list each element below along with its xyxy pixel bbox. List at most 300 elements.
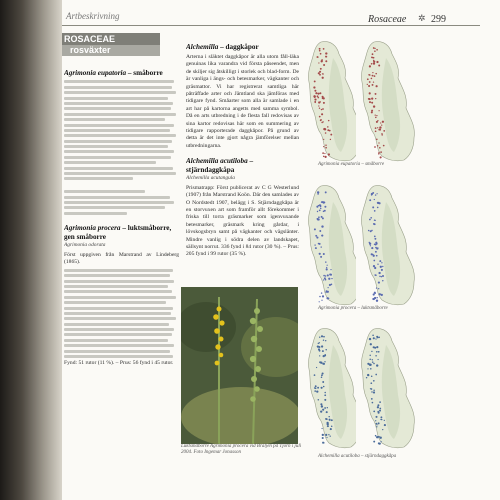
occurrence-dot (326, 411, 328, 413)
occurrence-dot (325, 60, 327, 62)
photo-caption: Luktsmåborre Agrimonia procera vid Bräljen på Tjörn i juli 2004. Foto Ingemar Jonasson (181, 444, 302, 455)
occurrence-dot (325, 52, 327, 54)
occurrence-dot (323, 73, 324, 74)
occurrence-dot (376, 287, 377, 288)
occurrence-dot (371, 253, 373, 255)
distribution-map (356, 38, 418, 163)
occurrence-dot (383, 130, 385, 132)
occurrence-dot (375, 435, 377, 437)
occurrence-dot (373, 57, 374, 58)
occurrence-dot (375, 244, 377, 246)
species-text: Arterna i släktet daggkåpor är alla utom fåll-läka genuinas lika varandra vid första påseendet, men de skiljer sig åtskilligt i storlek och blad-form. De är vanliga i ängs- och betesmarker, vägkanter och gräsmattor. Vi har registrerat samtliga här påträffade arter och Jämtland ska jämföras med tidigare fynd. Småarter som alla är samlade i en art har på kartorna angetts med samma symbol. Då en arts utbredning i de flesta fall redovisas av sina kartor redovisas här som en summering av tidigare rapporterade daggkåpor. På grund av detta är det inte gjort några jämförelser mellan utbredningarna. (186, 54, 299, 149)
occurrence-dot (318, 205, 319, 206)
occurrence-dot (323, 102, 325, 104)
occurrence-dot (384, 420, 385, 421)
species-synonym: Agrimonia odorata (64, 242, 106, 249)
occurrence-dot (324, 361, 325, 362)
occurrence-dot (375, 355, 377, 357)
occurrence-dot (382, 121, 384, 123)
occurrence-dot (377, 337, 379, 339)
occurrence-dot (319, 301, 320, 302)
occurrence-dot (376, 436, 378, 438)
occurrence-dot (376, 61, 378, 63)
occurrence-dot (324, 277, 326, 279)
header-rule (62, 25, 480, 26)
occurrence-dot (373, 81, 374, 82)
occurrence-dot (367, 368, 368, 369)
occurrence-dot (367, 78, 369, 80)
occurrence-dot (328, 120, 329, 121)
species-heading: Agrimonia eupatoria – småborre (64, 69, 163, 77)
occurrence-dot (373, 105, 375, 107)
occurrence-dot (323, 339, 324, 340)
occurrence-dot (324, 392, 326, 394)
occurrence-dot (371, 78, 373, 80)
occurrence-dot (321, 405, 323, 407)
occurrence-dot (369, 98, 371, 100)
occurrence-dot (376, 426, 377, 427)
occurrence-dot (315, 387, 317, 389)
occurrence-dot (318, 105, 319, 106)
occurrence-dot (314, 80, 316, 82)
occurrence-dot (376, 423, 378, 425)
occurrence-dot (318, 216, 320, 218)
occurrence-dot (314, 228, 316, 230)
occurrence-dot (316, 367, 317, 368)
occurrence-dot (382, 266, 383, 267)
occurrence-dot (379, 442, 381, 444)
occurrence-dot (317, 95, 319, 97)
occurrence-dot (373, 391, 375, 393)
occurrence-dot (319, 50, 321, 52)
occurrence-dot (319, 230, 321, 232)
occurrence-dot (319, 253, 321, 255)
occurrence-dot (315, 385, 317, 387)
occurrence-dot (321, 225, 323, 227)
occurrence-dot (314, 374, 316, 376)
occurrence-dot (371, 398, 373, 400)
occurrence-dot (379, 401, 381, 403)
occurrence-dot (320, 256, 322, 258)
species-text: Prismatrapp: Först publicerat av C G Westerlund (1907) från Marstrand Koön. Där den samlades av O Nordstedt 1907, belägg i S. Stjärndaggkåpa är en storvuxen art som framför allt förekommer i friska till torra gräsmarker som igenvuxande betesmarker, gräsmark kring gårdar, i lövskogsbryn samt på vägkanter och vägslänter. Mindre vanlig i södra delen av landskapet, sällsynt norrut. 336 fynd i 84 rutor (30 %). – Prus: 205 fynd i 99 rutor (35 %). (186, 184, 299, 258)
occurrence-dot (321, 376, 323, 378)
text-column-2 (186, 40, 299, 296)
occurrence-dot (322, 295, 324, 297)
section-title: ROSACEAE (62, 33, 160, 45)
occurrence-dot (379, 260, 381, 262)
occurrence-dot (319, 108, 320, 109)
occurrence-dot (377, 411, 379, 413)
occurrence-dot (381, 262, 382, 263)
occurrence-dot (369, 358, 371, 360)
occurrence-dot (331, 278, 332, 279)
occurrence-dot (382, 429, 383, 430)
occurrence-dot (323, 275, 325, 277)
occurrence-dot (373, 62, 375, 64)
occurrence-dot (326, 437, 327, 438)
occurrence-dot (375, 127, 377, 129)
occurrence-dot (369, 355, 370, 356)
occurrence-dot (375, 117, 377, 119)
occurrence-dot (376, 193, 377, 194)
occurrence-dot (325, 340, 326, 341)
occurrence-dot (314, 244, 315, 245)
occurrence-dot (381, 133, 382, 134)
occurrence-dot (375, 338, 376, 339)
occurrence-dot (315, 92, 317, 94)
occurrence-dot (321, 428, 322, 429)
occurrence-dot (378, 272, 380, 274)
occurrence-dot (366, 377, 367, 378)
occurrence-dot (370, 343, 372, 345)
occurrence-dot (320, 403, 322, 405)
occurrence-dot (381, 419, 382, 420)
occurrence-dot (318, 399, 320, 401)
occurrence-dot (373, 260, 375, 262)
occurrence-dot (316, 237, 318, 239)
occurrence-dot (324, 399, 326, 401)
occurrence-dot (380, 437, 382, 439)
occurrence-dot (378, 282, 380, 284)
occurrence-dot (323, 336, 325, 338)
occurrence-dot (377, 247, 378, 248)
map-caption: Alchemilla acutiloba – stjärndaggkåpa (318, 454, 397, 459)
occurrence-dot (322, 152, 324, 154)
occurrence-dot (324, 394, 326, 396)
occurrence-dot (377, 145, 379, 147)
occurrence-dot (378, 65, 380, 67)
occurrence-dot (326, 290, 328, 292)
occurrence-dot (375, 374, 377, 376)
occurrence-dot (317, 218, 318, 219)
occurrence-dot (369, 81, 371, 83)
occurrence-dot (371, 351, 372, 352)
photo-credit: Foto Ingemar Jonasson (193, 450, 241, 455)
occurrence-dot (372, 359, 373, 360)
occurrence-dot (329, 284, 331, 286)
running-head: Artbeskrivning (66, 11, 120, 21)
occurrence-dot (314, 99, 316, 101)
occurrence-dot (320, 53, 322, 55)
occurrence-dot (377, 404, 379, 406)
occurrence-dot (373, 363, 375, 365)
occurrence-dot (372, 72, 373, 73)
occurrence-dot (327, 407, 328, 408)
occurrence-dot (318, 101, 320, 103)
occurrence-dot (328, 153, 330, 155)
occurrence-dot (373, 441, 375, 443)
map-caption: Agrimonia procera – luktsmåborre (318, 306, 388, 311)
distribution-map (356, 325, 418, 450)
occurrence-dot (322, 217, 324, 219)
agrimonia-photo-illustration (181, 287, 298, 444)
occurrence-dot (325, 275, 327, 277)
occurrence-dot (372, 206, 374, 208)
occurrence-dot (374, 48, 375, 49)
occurrence-dot (321, 374, 323, 376)
occurrence-dot (377, 263, 378, 264)
occurrence-dot (383, 145, 385, 147)
occurrence-dot (368, 85, 370, 87)
occurrence-dot (321, 387, 323, 389)
occurrence-dot (330, 274, 332, 276)
occurrence-dot (367, 84, 368, 85)
occurrence-dot (331, 425, 333, 427)
occurrence-dot (371, 230, 372, 231)
occurrence-dot (323, 211, 325, 213)
occurrence-dot (317, 93, 319, 95)
occurrence-dot (369, 242, 370, 243)
occurrence-dot (375, 220, 376, 221)
occurrence-dot (328, 287, 329, 288)
occurrence-dot (318, 343, 319, 344)
occurrence-dot (323, 156, 324, 157)
occurrence-dot (382, 280, 383, 281)
occurrence-dot (319, 243, 321, 245)
occurrence-dot (379, 129, 381, 131)
occurrence-dot (373, 390, 375, 392)
occurrence-dot (373, 293, 375, 295)
occurrence-dot (384, 424, 386, 426)
occurrence-dot (375, 93, 377, 95)
occurrence-dot (323, 386, 325, 388)
occurrence-dot (375, 420, 376, 421)
occurrence-dot (378, 337, 380, 339)
occurrence-dot (380, 266, 382, 268)
occurrence-dot (320, 410, 322, 412)
occurrence-dot (373, 411, 375, 413)
occurrence-dot (323, 64, 325, 66)
map-caption: Agrimonia eupatoria – småborre (318, 162, 385, 167)
occurrence-dot (376, 255, 378, 257)
occurrence-dot (378, 110, 379, 111)
occurrence-dot (370, 217, 372, 219)
occurrence-dot (380, 122, 381, 123)
occurrence-dot (380, 151, 382, 153)
occurrence-dot (323, 442, 324, 443)
occurrence-dot (375, 194, 376, 195)
occurrence-dot (317, 56, 318, 57)
occurrence-dot (330, 428, 332, 430)
occurrence-dot (369, 92, 371, 94)
species-text: Först uppgiven från Marstrand av Lindeberg (1865). (64, 251, 179, 265)
occurrence-dot (320, 204, 322, 206)
occurrence-dot (374, 292, 376, 294)
occurrence-dot (321, 300, 322, 301)
occurrence-dot (370, 368, 372, 370)
occurrence-dot (375, 274, 377, 276)
family-name: Rosaceae (368, 14, 407, 25)
occurrence-dot (321, 335, 323, 337)
occurrence-dot (376, 138, 378, 140)
occurrence-dot (326, 268, 328, 270)
occurrence-dot (380, 416, 382, 418)
occurrence-dot (330, 269, 331, 270)
page-gutter (0, 0, 62, 500)
occurrence-dot (374, 210, 376, 212)
occurrence-dot (378, 288, 379, 289)
occurrence-dot (322, 434, 324, 436)
occurrence-dot (371, 102, 373, 104)
occurrence-dot (324, 128, 326, 130)
occurrence-dot (325, 349, 326, 350)
occurrence-dot (376, 351, 378, 353)
occurrence-dot (374, 50, 376, 52)
occurrence-dot (319, 355, 320, 356)
occurrence-dot (378, 153, 380, 155)
occurrence-dot (367, 374, 369, 376)
occurrence-dot (374, 267, 376, 269)
occurrence-dot (375, 416, 377, 418)
occurrence-dot (323, 253, 325, 255)
occurrence-dot (373, 223, 375, 225)
occurrence-dot (327, 126, 329, 128)
occurrence-dot (321, 113, 323, 115)
occurrence-dot (371, 193, 373, 195)
occurrence-dot (328, 416, 329, 417)
occurrence-dot (314, 101, 316, 103)
occurrence-dot (328, 278, 330, 280)
occurrence-dot (377, 207, 379, 209)
occurrence-dot (369, 219, 371, 221)
occurrence-dot (376, 121, 378, 123)
occurrence-dot (373, 60, 374, 61)
occurrence-dot (313, 95, 315, 97)
star-icon: ✲ (418, 13, 426, 23)
occurrence-dot (376, 364, 378, 366)
occurrence-dot (376, 85, 378, 87)
occurrence-dot (319, 296, 321, 298)
occurrence-dot (374, 75, 376, 77)
occurrence-dot (378, 202, 380, 204)
occurrence-dot (323, 48, 325, 50)
occurrence-dot (324, 153, 325, 154)
occurrence-dot (381, 276, 382, 277)
occurrence-dot (371, 110, 373, 112)
occurrence-dot (321, 292, 322, 293)
occurrence-dot (374, 297, 376, 299)
occurrence-dot (379, 293, 381, 295)
occurrence-dot (369, 364, 371, 366)
section-subtitle: rosväxter (62, 45, 160, 56)
occurrence-dot (379, 410, 381, 412)
occurrence-dot (374, 146, 376, 148)
occurrence-dot (325, 132, 327, 134)
occurrence-dot (314, 90, 316, 92)
occurrence-dot (373, 265, 375, 267)
occurrence-dot (377, 406, 379, 408)
occurrence-dot (372, 84, 374, 86)
occurrence-dot (321, 59, 323, 61)
occurrence-dot (379, 147, 381, 149)
occurrence-dot (368, 230, 370, 232)
occurrence-dot (324, 206, 326, 208)
occurrence-dot (319, 48, 321, 50)
occurrence-dot (329, 419, 330, 420)
occurrence-dot (372, 335, 374, 337)
occurrence-dot (326, 422, 328, 424)
occurrence-dot (376, 49, 378, 51)
occurrence-dot (319, 92, 321, 94)
occurrence-dot (373, 380, 375, 382)
occurrence-dot (322, 96, 324, 98)
occurrence-dot (328, 434, 329, 435)
occurrence-dot (331, 419, 333, 421)
text-column-1 (64, 66, 179, 492)
occurrence-dot (325, 191, 327, 193)
occurrence-dot (381, 441, 382, 442)
species-heading: Alchemilla – daggkåpor (186, 43, 259, 51)
occurrence-dot (325, 156, 326, 157)
occurrence-dot (372, 402, 374, 404)
occurrence-dot (324, 202, 325, 203)
occurrence-dot (378, 359, 379, 360)
occurrence-dot (378, 422, 380, 424)
occurrence-dot (318, 72, 320, 74)
occurrence-dot (374, 347, 376, 349)
occurrence-dot (322, 409, 324, 411)
occurrence-dot (376, 300, 378, 302)
occurrence-dot (371, 63, 373, 65)
occurrence-dot (375, 114, 376, 115)
occurrence-dot (374, 238, 376, 240)
occurrence-dot (329, 130, 331, 132)
occurrence-dot (322, 437, 324, 439)
occurrence-dot (325, 261, 326, 262)
occurrence-dot (322, 77, 324, 79)
occurrence-dot (374, 199, 375, 200)
occurrence-dot (320, 119, 321, 120)
occurrence-dot (321, 216, 323, 218)
occurrence-dot (317, 211, 318, 212)
occurrence-dot (325, 147, 327, 149)
occurrence-dot (319, 71, 321, 73)
species-heading: Alchemilla acutiloba – stjärndaggkåpa (186, 157, 254, 175)
occurrence-dot (330, 436, 331, 437)
occurrence-dot (316, 390, 318, 392)
occurrence-dot (381, 294, 383, 296)
occurrence-dot (378, 351, 380, 353)
occurrence-dot (321, 345, 323, 347)
plant-photo (181, 287, 298, 444)
occurrence-dot (376, 346, 378, 348)
occurrence-dot (367, 363, 369, 365)
occurrence-dot (375, 251, 377, 253)
occurrence-dot (322, 350, 324, 352)
occurrence-dot (375, 98, 376, 99)
occurrence-dot (319, 361, 321, 363)
occurrence-dot (321, 246, 322, 247)
distribution-map (356, 182, 418, 307)
occurrence-dot (327, 274, 329, 276)
occurrence-dot (326, 56, 327, 57)
occurrence-dot (371, 388, 373, 390)
occurrence-dot (370, 382, 372, 384)
occurrence-dot (370, 245, 371, 246)
occurrence-dot (321, 122, 322, 123)
occurrence-dot (376, 115, 377, 116)
occurrence-dot (375, 242, 377, 244)
occurrence-dot (317, 191, 319, 193)
occurrence-dot (323, 279, 324, 280)
occurrence-dot (330, 139, 331, 140)
occurrence-dot (376, 297, 377, 298)
occurrence-dot (371, 375, 373, 377)
species-synonym: Alchemilla acutangula (186, 175, 235, 182)
occurrence-dot (369, 101, 371, 103)
occurrence-dot (323, 355, 325, 357)
occurrence-dot (327, 265, 328, 266)
